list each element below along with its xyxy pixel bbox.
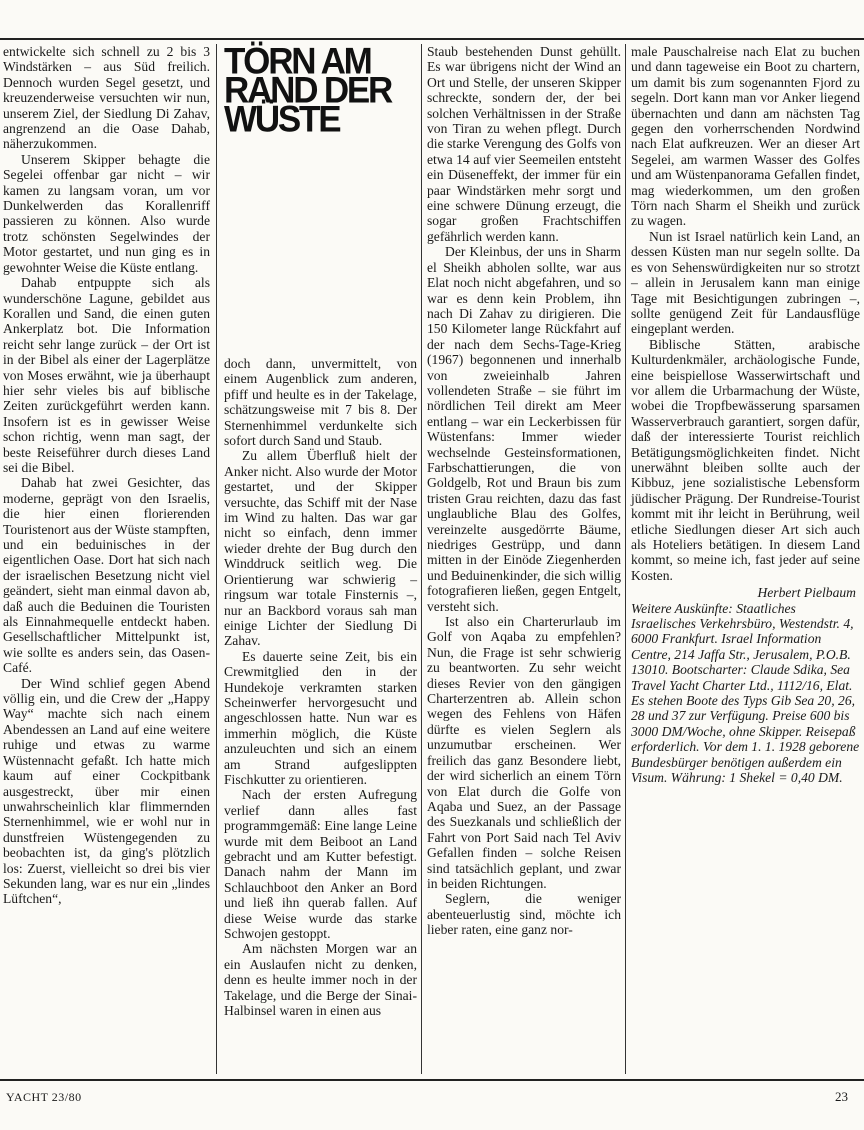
- article-headline: [224, 40, 420, 140]
- paragraph: Nun ist Israel natürlich kein Land, an dessen Küsten man nur segeln sollte. Da es von Sehenswürdigkeiten nur so strotzt – allein in Jerusalem kann man einige Tage mit Besichtigungen zubringen –, sollte genügend Zeit für Landausflüge eingeplant werden.: [631, 228, 860, 337]
- paragraph: entwickelte sich schnell zu 2 bis 3 Windstärken – aus Süd freilich. Dennoch wurden Segel gesetzt, und kreuzenderweise versuchten wir nun, unserem Ziel, der Siedlung Di Zahav, angrenzend an die Oase Dahab, näherzukommen.: [3, 44, 210, 152]
- article-column-1: [3, 44, 210, 907]
- paragraph: Es dauerte seine Zeit, bis ein Crewmitglied den in der Hundekoje verkramten starken Scheinwerfer hervorgesucht und angeschlossen hatte. Nun war es immerhin möglich, die Küste anzuleuchten und sich an einem am Strand aufgeslippten Fischkutter zu orientieren.: [224, 648, 417, 787]
- paragraph: Dahab entpuppte sich als wunderschöne Lagune, gebildet aus Korallen und Sand, die einen guten Ankerplatz bot. Die Information reicht sehr lange zurück – der Ort ist in der Bibel als einer der Lagerplätze von Moses erwähnt, wie ja überhaupt hier sehr vieles bis auf biblische Zeiten zurückgeführt werden kann. Insofern ist es in gewisser Weise schon richtig, wenn man sagt, der beste Reiseführer durch dieses Land sei die Bibel.: [3, 275, 210, 475]
- paragraph: Zu allem Überfluß hielt der Anker nicht. Also wurde der Motor gestartet, und der Skipper versuchte, das Schiff mit der Nase im Wind zu halten. Das war gar nicht so einfach, denn immer wieder drehte der Bug durch den Winddruck seitlich weg. Die Orientierung war schwierig – ringsum war totale Finsternis –, nur an Backbord voraus sah man einige Lichter der Siedlung Di Zahav.: [224, 448, 417, 649]
- paragraph: Der Kleinbus, der uns in Sharm el Sheikh abholen sollte, war aus Elat noch nicht abgefahren, und so war es denn kein Problem, ihn nach Di Zahav zu dirigieren. Die 150 Kilometer lange Rückfahrt auf der nach dem Sechs-Tage-Krieg (1967) begonnenen und innerhalb von zweieinhalb Jahren vollendeten Straße – sie führt im nördlichen Teil direkt am Meer entlang – war ein Leckerbissen für Wüstenfans: Immer wieder wechselnde Gesteinsformationen, Farbschattierungen, die von Goldgelb, Rot und Braun bis zum tristen Grau reichten, dazu das fast unglaubliche Blau des Golfes, vereinzelte ausgedörrte Bäume, niedriges Gestrüpp, und dann mitten in der Einöde Ziegenherden und Beduinenkinder, die sich willig fotografieren ließen, gegen Entgelt, versteht sich.: [427, 244, 621, 614]
- paragraph: Ist also ein Charterurlaub im Golf von Aqaba zu empfehlen? Nun, die Frage ist sehr schwierig zu beantworten. Zu sehr weicht dieses Revier von den gängigen Charterzentren ab. Allein schon wegen des Fehlens von Häfen dürfte es vielen Seglern als unzumutbar erscheinen. Wer freilich das ganz Besondere liebt, der wird sicherlich an einem Törn von Elat durch die Golfe von Aqaba und Suez, an der Passage des Suezkanals und schließlich der Fahrt von Port Said nach Tel Aviv Gefallen finden – solche Reisen sind tatsächlich geplant, und zwar in beiden Richtungen.: [427, 614, 621, 891]
- paragraph: Dahab hat zwei Gesichter, das moderne, geprägt von den Israelis, die hier einen florierenden Touristenort aus der Wüste stampften, und ein beduinisches in der eigentlichen Oase. Dort hat sich nach der israelischen Besetzung nicht viel geändert, sieht man einmal davon ab, daß auch die Beduinen die Touristen als Einnahmequelle entdeckt haben. Gesellschaftlicher Mittelpunkt ist, wie sollte es anders sein, das Oasen-Café.: [3, 475, 210, 676]
- top-rule: [0, 38, 864, 40]
- page-number: 23: [835, 1089, 848, 1104]
- paragraph: Am nächsten Morgen war an ein Auslaufen nicht zu denken, denn es heulte immer noch in der Takelage, und die Berge der Sinai-Halbinsel waren in einen aus: [224, 941, 417, 1019]
- article-column-4: [631, 44, 860, 786]
- paragraph: male Pauschalreise nach Elat zu buchen und dann tageweise ein Boot zu chartern, um damit bis zum sogenannten Fjord zu segeln. Dort kann man vor Anker liegend übernachten und dann am nächsten Tag gegen den vorherrschenden Nordwind nach Elat aufkreuzen. Wer an dieser Art Segelei, am warmen Wasser des Golfes und am Wüstenpanorama Gefallen findet, mag wiederkommen, um den großen Törn nach Sharm el Sheikh und zurück zu wagen.: [631, 44, 860, 229]
- author-byline: Herbert Pielbaum: [757, 585, 856, 601]
- paragraph: Staub bestehenden Dunst gehüllt. Es war übrigens nicht der Wind an Ort und Stelle, der unseren Skipper schreckte, sondern der, der bei solchen Verhältnissen in der Straße von Tiran zu wehen pflegt. Durch die starke Verengung des Golfs von etwa 14 auf vier Seemeilen entsteht ein Düseneffekt, der immer für ein paar Windstärken mehr sorgt und eine schwere Dünung erzeugt, die sogar großen Frachtschiffen gefährlich werden kann.: [427, 44, 621, 244]
- magazine-issue: YACHT 23/80: [6, 1090, 82, 1104]
- headline-line: RAND DER: [224, 69, 392, 111]
- info-box: Weitere Auskünfte: Staatliches Israelisches Verkehrsbüro, Westendstr. 4, 6000 Frankfurt. Israel Information Centre, 214 Jaffa Str., Jerusalem, P.O.B. 13010. Bootscharter: Claude Sdika, Sea Travel Yacht Charter Ltd., 1112/16, Elat. Es stehen Boote des Typs Gib Sea 20, 26, 28 und 37 zur Verfügung. Preise 600 bis 3000 DM/Woche, ohne Skipper. Reisepaß erforderlich. Vor dem 1. 1. 1928 geborene Bundesbürger benötigen außerdem ein Visum. Währung: 1 Shekel = 0,40 DM.: [631, 600, 860, 786]
- article-column-2: [224, 356, 417, 1018]
- article-column-3: [427, 44, 621, 938]
- headline-line: WÜSTE: [224, 98, 340, 140]
- paragraph: doch dann, unvermittelt, von einem Augenblick zum anderen, pfiff und heulte es in der Takelage, schätzungsweise mit 7 bis 8. Der Sternenhimmel verdunkelte sich sofort durch Sand und Staub.: [224, 356, 417, 449]
- paragraph: Biblische Stätten, arabische Kulturdenkmäler, archäologische Funde, eine beispiellose Wasserwirtschaft und vor allem die Urbarmachung der Wüste, wobei die Tropfbewässerung sparsamen Wasserverbrauch garantiert, sorgen dafür, daß der interessierte Tourist reichlich Betätigungsmöglichkeiten findet. Nicht unerwähnt bleiben sollte auch der Kibbuz, jene sozialistische Lebensform jüdischer Prägung. Der Rundreise-Tourist kommt mit ihr leicht in Berührung, weil etliche Siedlungen dieser Art sich auch als Hoteliers betätigen. In diesem Land kommt, so meine ich, fast jeder auf seine Kosten.: [631, 336, 860, 583]
- paragraph: Unserem Skipper behagte die Segelei offenbar gar nicht – wir kamen zu langsam voran, um vor Dunkelwerden das Korallenriff passieren zu können. Also wurde trotz schönsten Segelwindes der Motor gestartet, und nun ging es in gewohnter Weise die Küste entlang.: [3, 151, 210, 275]
- column-divider: [625, 44, 626, 1074]
- column-divider: [216, 44, 217, 1074]
- paragraph: Nach der ersten Aufregung verlief dann alles fast programmgemäß: Eine lange Leine wurde mit dem Beiboot an Land gebracht und am Kutter befestigt. Danach nahm der Mann im Schlauchboot den Anker an Bord und ließ ihn querab fallen. Auf diese Weise wurde das starke Schwojen gestoppt.: [224, 787, 417, 942]
- paragraph: Seglern, die weniger abenteuerlustig sind, möchte ich lieber raten, eine ganz nor-: [427, 891, 621, 938]
- column-divider: [421, 44, 422, 1074]
- paragraph: Der Wind schlief gegen Abend völlig ein, und die Crew der „Happy Way“ machte sich nach einem Abendessen an Land auf eine weitere ruhige und etwas zu warme Wüstennacht gefaßt. Ich hatte mich kaum auf einer Cockpitbank ausgestreckt, über mir einen unwahrscheinlich klar flimmernden Sternenhimmel, wie er wohl nur in dunstfreien Wüstengegenden zu beobachten ist, da ging's plötzlich los: Zuerst, vielleicht so drei bis vier Sekunden lang, war es nur ein „lindes Lüftchen“,: [3, 675, 210, 907]
- bottom-rule: [0, 1079, 864, 1081]
- headline-line: TÖRN AM: [224, 40, 371, 82]
